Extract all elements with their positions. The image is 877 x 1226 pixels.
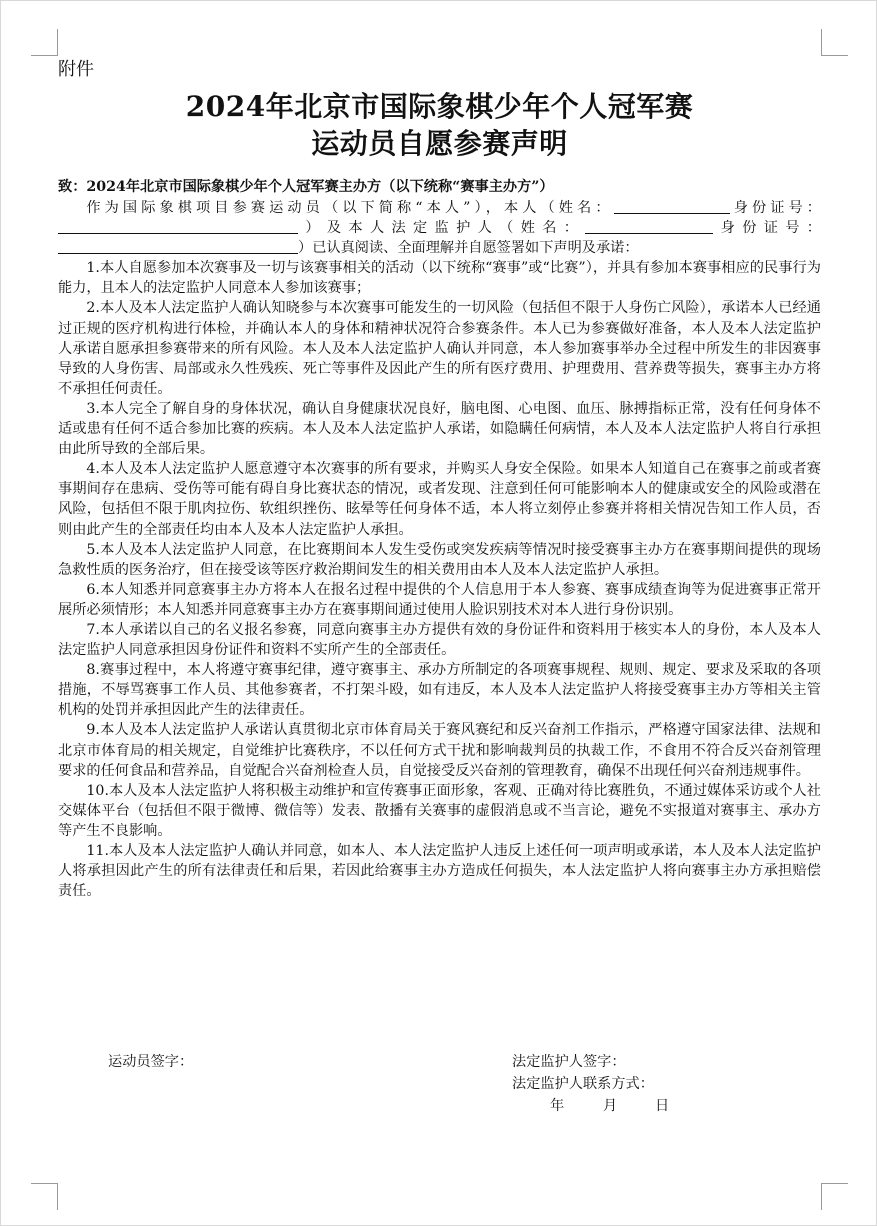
date-year-label: 年 bbox=[550, 1098, 565, 1114]
clause-10: 10.本人及本人法定监护人将积极主动维护和宣传赛事正面形象，客观、正确对待比赛胜负，不通过媒体采访或个人社交媒体平台（包括但不限于微博、微信等）发表、散播有关赛事的虚假消息或不当言论，避免不实报道对赛事主、承办方等产生不良影响。 bbox=[58, 782, 821, 839]
crop-mark-top-left bbox=[31, 29, 58, 56]
guardian-contact-label: 法定监护人联系方式： bbox=[512, 1076, 654, 1092]
intro-paragraph bbox=[58, 198, 821, 258]
clause-11: 11.本人及本人法定监护人确认并同意，如本人、本人法定监护人违反上述任何一项声明或承诺，本人及本人法定监护人将承担因此产生的所有法律责任和后果，若因此给赛事主办方造成任何损失，本人法定监护人将向赛事主办方承担赔偿责任。 bbox=[58, 843, 821, 900]
intro-text-name-label: 作为国际象棋项目参赛运动员（以下简称“本人”），本人（姓名： bbox=[86, 200, 614, 216]
crop-mark-bottom-right bbox=[821, 1183, 848, 1210]
clause-7: 7.本人承诺以自己的名义报名参赛，同意向赛事主办方提供有效的身份证件和资料用于核实本人的身份，本人及本人法定监护人同意承担因身份证件和资料不实所产生的全部责任。 bbox=[58, 621, 821, 659]
intro-text-guardian-label: ）及本人法定监护人（姓名： bbox=[298, 220, 586, 237]
addressee-line: 致：2024年北京市国际象棋少年个人冠军赛主办方（以下统称“赛事主办方”） bbox=[58, 179, 554, 195]
clause-1: 1.本人自愿参加本次赛事及一切与该赛事相关的活动（以下统称“赛事”或“比赛”），并具有参加本赛事相应的民事行为能力，且本人的法定监护人同意本人参加该赛事； bbox=[58, 260, 821, 297]
intro-text-guardian-id-label: 身份证号： bbox=[713, 220, 821, 237]
intro-text-confirm: ）已认真阅读、全面理解并自愿签署如下声明及承诺： bbox=[298, 240, 639, 257]
guardian-name-blank[interactable] bbox=[585, 219, 713, 234]
clause-5: 5.本人及本人法定监护人同意，在比赛期间本人发生受伤或突发疾病等情况时接受赛事主办方在赛事期间提供的现场急救性质的医务治疗，但在接受该等医疗救治期间发生的相关费用由本人及本人法定监护人承担。 bbox=[58, 541, 821, 578]
clause-3: 3.本人完全了解自身的身体状况，确认自身健康状况良好，脑电图、心电图、血压、脉搏指标正常，没有任何身体不适或患有任何不适合参加比赛的疾病。本人及本人法定监护人承诺，如隐瞒任何病情，本人及本人法定监护人将自行承担由此所导致的全部后果。 bbox=[58, 400, 821, 458]
document-title-line2: 运动员自愿参赛声明 bbox=[311, 127, 568, 160]
clause-8: 8.赛事过程中，本人将遵守赛事纪律，遵守赛事主、承办方所制定的各项赛事规程、规则、规定、要求及采取的各项措施，不辱骂赛事工作人员、其他参赛者，不打架斗殴，如有违反，本人及本人法定监护人将接受赛事主办方等相关主管机构的处罚并承担因此产生的法律责任。 bbox=[58, 662, 821, 719]
clause-4: 4.本人及本人法定监护人愿意遵守本次赛事的所有要求，并购买人身安全保险。如果本人知道自己在赛事之前或者赛事期间存在患病、受伤等可能有碍自身比赛状态的情况，或者发现、注意到任何可能影响本人的健康或安全的风险或潜在风险，包括但不限于肌肉拉伤、软组织挫伤、眩晕等任何身体不适，本人将立刻停止参赛并将相关情况告知工作人员，否则由此产生的全部责任均由本人及本人法定监护人承担。 bbox=[58, 461, 821, 538]
intro-text-id-label: 身份证号： bbox=[729, 200, 821, 216]
athlete-id-blank[interactable] bbox=[58, 219, 298, 234]
guardian-signature-label: 法定监护人签字： bbox=[512, 1054, 626, 1070]
document-title-line1: 2024年北京市国际象棋少年个人冠军赛 bbox=[185, 90, 694, 123]
clause-6: 6.本人知悉并同意赛事主办方将本人在报名过程中提供的个人信息用于本人参赛、赛事成绩查询等为促进赛事正常开展所必须情形；本人知悉并同意赛事主办方在赛事期间通过使用人脸识别技术对本人进行身份识别。 bbox=[58, 581, 821, 618]
clause-2: 2.本人及本人法定监护人确认知晓参与本次赛事可能发生的一切风险（包括但不限于人身伤亡风险），承诺本人已经通过正规的医疗机构进行体检，并确认本人的身体和精神状况符合参赛条件。本人已为参赛做好准备，本人及本人法定监护人承诺自愿承担参赛带来的所有风险。本人及本人法定监护人确认并同意，本人参加赛事举办全过程中所发生的非因赛事导致的人身伤害、局部或永久性残疾、死亡等事件及因此产生的所有医疗费用、护理费用、营养费等损失，赛事主办方将不承担任何责任。 bbox=[58, 300, 821, 397]
crop-mark-top-right bbox=[821, 29, 848, 56]
clause-9: 9.本人及本人法定监护人承诺认真贯彻北京市体育局关于赛风赛纪和反兴奋剂工作指示，严格遵守国家法律、法规和北京市体育局的相关规定，自觉维护比赛秩序，不以任何方式干扰和影响裁判员的执裁工作，不食用不符合反兴奋剂管理要求的任何食品和营养品，自觉配合兴奋剂检查人员，自觉接受反兴奋剂的管理教育，确保不出现任何兴奋剂违规事件。 bbox=[58, 722, 821, 779]
attachment-label: 附件 bbox=[58, 59, 94, 80]
athlete-name-blank[interactable] bbox=[614, 199, 730, 214]
crop-mark-bottom-left bbox=[31, 1183, 58, 1210]
athlete-signature-label: 运动员签字： bbox=[108, 1054, 194, 1070]
date-month-label: 月 bbox=[603, 1098, 618, 1114]
guardian-id-blank[interactable] bbox=[58, 239, 298, 254]
date-day-label: 日 bbox=[655, 1098, 670, 1114]
declaration-body bbox=[58, 198, 821, 901]
